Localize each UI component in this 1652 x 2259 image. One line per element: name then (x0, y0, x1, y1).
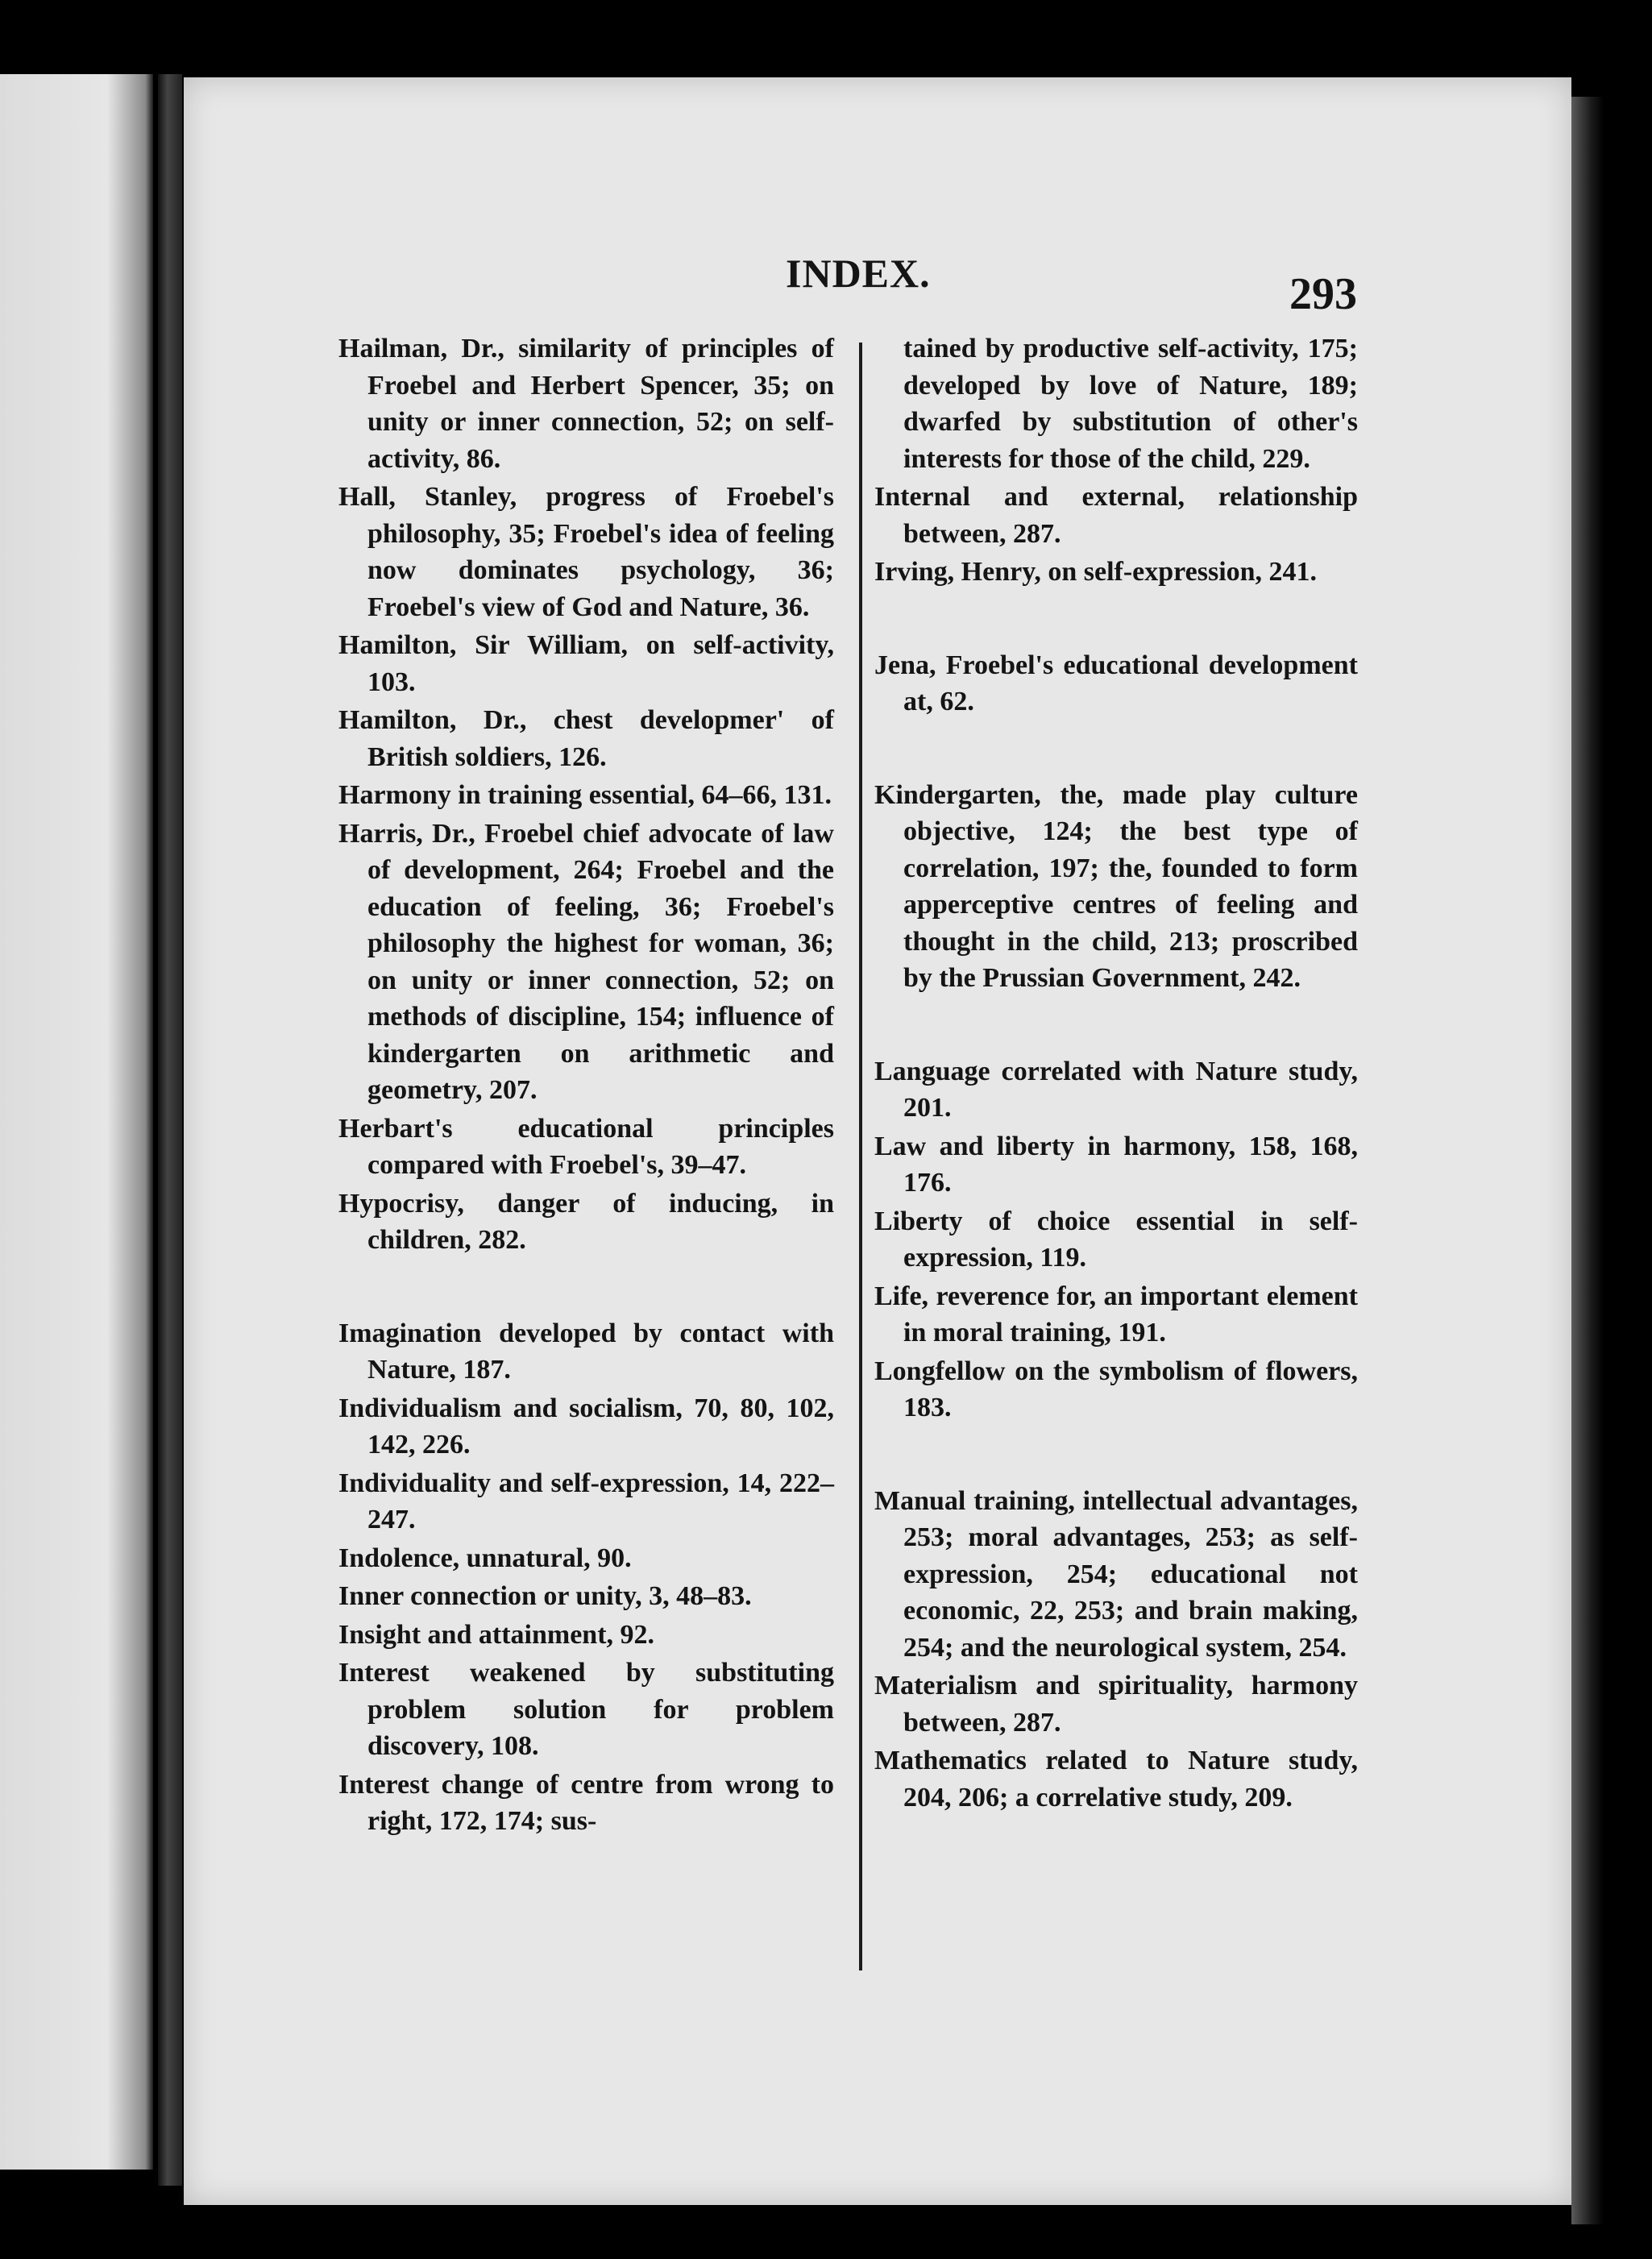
page-shadow (1571, 97, 1604, 2224)
index-entry: Harris, Dr., Froebel chief advocate of law of development, 264; Froebel and the education of feeling, 36; Froebel's philosophy the highest for woman, 36; on unity or inner connection, 52; on methods of discipline, 154; influence of kindergarten on arithmetic and geometry, 207. (338, 818, 834, 1105)
index-entry: Hailman, Dr., similarity of principles of Froebel and Herbert Spencer, 35; on unity or inner connection, 52; on self-activity, 86. (338, 334, 834, 474)
index-entry: Individualism and socialism, 70, 80, 102, 142, 226. (338, 1393, 834, 1460)
index-entry: Interest weakened by substituting problem solution for problem discovery, 108. (338, 1658, 834, 1761)
index-entry: Law and liberty in harmony, 158, 168, 176. (874, 1131, 1358, 1198)
index-entry: Individuality and self-expression, 14, 222–247. (338, 1468, 834, 1534)
index-entry: Longfellow on the symbolism of flowers, 183. (874, 1356, 1358, 1422)
column-divider (859, 343, 862, 1970)
index-entry: Irving, Henry, on self-expression, 241. (874, 557, 1318, 587)
index-entry: Inner connection or unity, 3, 48–83. (338, 1581, 752, 1611)
index-entry: Jena, Froebel's educational development at, 62. (874, 650, 1358, 716)
index-column-right (874, 330, 1358, 1817)
index-entry: tained by productive self-activity, 175; developed by love of Nature, 189; dwarfed by substitution of other's interests for those of the child, 229. (903, 334, 1358, 474)
index-entry: Liberty of choice essential in self-expression, 119. (874, 1206, 1358, 1273)
index-entry: Language correlated with Nature study, 201. (874, 1056, 1358, 1123)
index-entry: Herbart's educational principles compared with Froebel's, 39–47. (338, 1113, 834, 1180)
page-number: 293 (1289, 269, 1357, 319)
index-entry: Hypocrisy, danger of inducing, in children, 282. (338, 1188, 834, 1255)
index-entry: Internal and external, relationship between, 287. (874, 482, 1358, 549)
index-entry: Hamilton, Sir William, on self-activity, 103. (338, 630, 834, 697)
index-column-left (338, 330, 834, 1842)
index-entry: Materialism and spirituality, harmony between, 287. (874, 1671, 1358, 1738)
index-entry: Imagination developed by contact with Nature, 187. (338, 1318, 834, 1385)
index-entry: Harmony in training essential, 64–66, 131. (338, 780, 832, 810)
index-entry: Interest change of centre from wrong to right, 172, 174; sus- (338, 1769, 834, 1836)
index-entry: Manual training, intellectual advantages, 253; moral advantages, 253; as self-expression, 254; educational not economic, 22, 253; and brain making, 254; and the neurological system, 254. (874, 1485, 1358, 1663)
index-entry: Hall, Stanley, progress of Froebel's philosophy, 35; Froebel's idea of feeling now dominates psychology, 36; Froebel's view of God and Nature, 36. (338, 482, 834, 622)
index-entry: Insight and attainment, 92. (338, 1619, 655, 1650)
facing-page-edge (0, 74, 153, 2170)
index-entry: Indolence, unnatural, 90. (338, 1543, 632, 1573)
book-spine (158, 74, 182, 2186)
page-title: INDEX. (786, 251, 931, 296)
index-entry: Mathematics related to Nature study, 204, 206; a correlative study, 209. (874, 1746, 1358, 1813)
index-entry: Kindergarten, the, made play culture objective, 124; the best type of correlation, 197; the, founded to form apperceptive centres of feeling and thought in the child, 213; proscribed by the Prussian Government, 242. (874, 779, 1358, 993)
index-entry: Hamilton, Dr., chest developmer' of British soldiers, 126. (338, 705, 834, 772)
index-entry: Life, reverence for, an important element in moral training, 191. (874, 1281, 1358, 1348)
